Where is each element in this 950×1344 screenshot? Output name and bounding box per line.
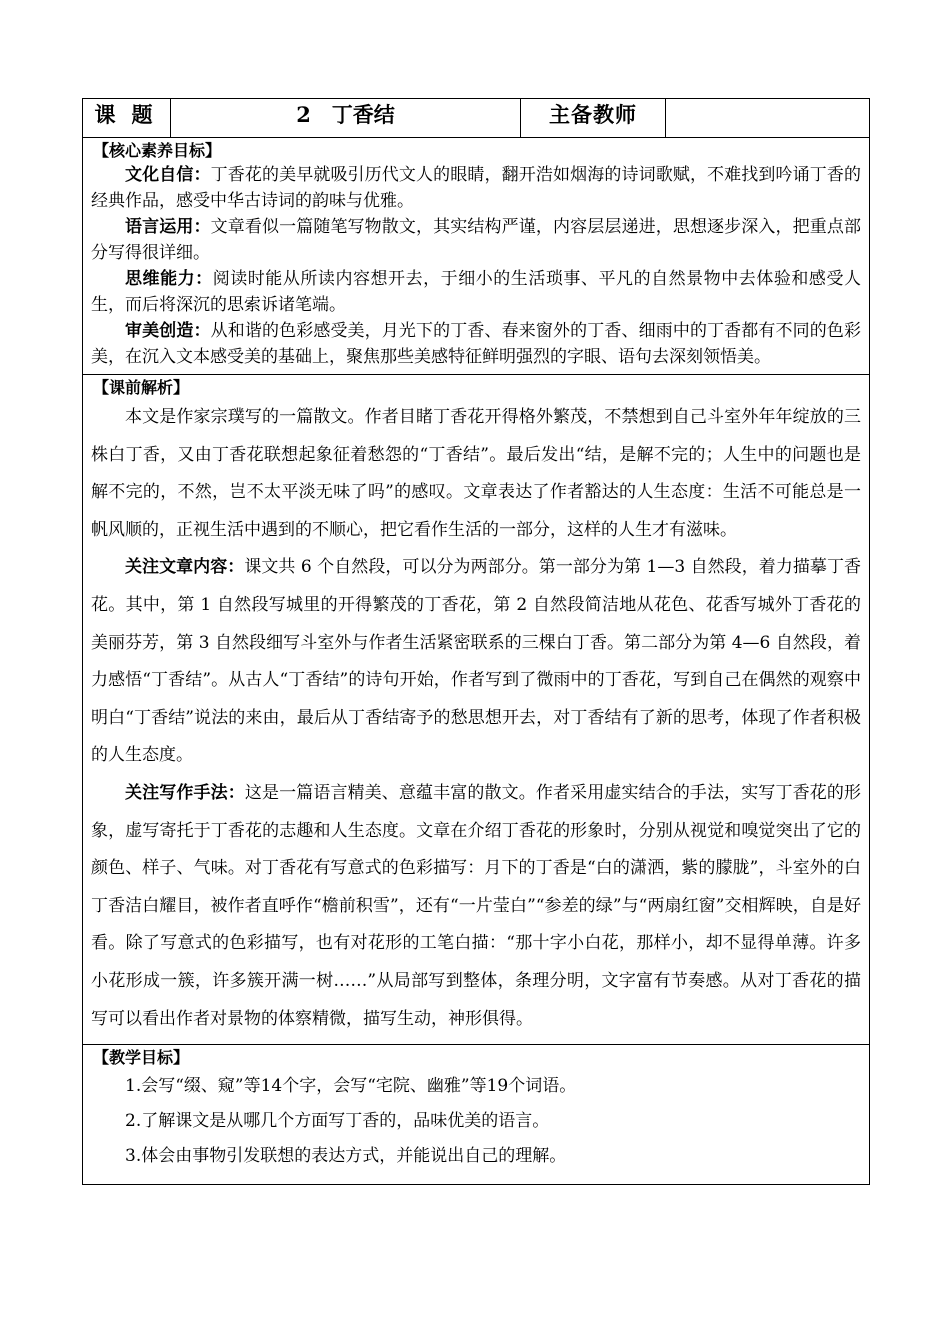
core-goal-text: 从和谐的色彩感受美，月光下的丁香、春来窗外的丁香、细雨中的丁香都有不同的色彩美，在沉入文本感受美的基础上，聚焦那些美感特征鲜明强烈的字眼、语句去深刻领悟美。 bbox=[91, 321, 862, 367]
teacher-label: 主备教师 bbox=[521, 99, 666, 138]
teaching-goal-item: 3.体会由事物引发联想的表达方式，并能说出自己的理解。 bbox=[125, 1146, 567, 1167]
core-goal-item bbox=[91, 318, 861, 370]
content-text: 课文共 6 个自然段，可以分为两部分。第一部分为第 1—3 自然段，着力描摹丁香花。其中，第 1 自然段写城里的开得繁茂的丁香花，第 2 自然段简洁地从花色、花香写城外丁香花的美丽芬芳，第 3 自然段细写斗室外与作者生活紧密联系的三棵白丁香。第二部分为第 4—6 自然段，着力感悟“丁香结”。从古人“丁香结”的诗句开始，作者写到了微雨中的丁香花，写到自己在偶然的观察中明白“丁香结”说法的来由，最后从丁香结寄予的愁思想开去，对丁香结有了新的思考，体现了作者积极的人生态度。 bbox=[91, 557, 862, 766]
content-label: 关注文章内容： bbox=[125, 557, 245, 578]
core-goals-heading: 【核心素养目标】 bbox=[93, 141, 222, 160]
analysis-content bbox=[91, 549, 861, 775]
teaching-goals-row bbox=[83, 1045, 870, 1185]
core-goal-text: 阅读时能从所读内容想开去，于细小的生活琐事、平凡的自然景物中去体验和感受人生，而后将深沉的思索诉诸笔端。 bbox=[91, 269, 862, 315]
core-goals-section bbox=[83, 138, 870, 375]
topic-label: 课题 bbox=[83, 99, 171, 138]
analysis-intro: 本文是作家宗璞写的一篇散文。作者目睹丁香花开得格外繁茂，不禁想到自己斗室外年年绽放的三株白丁香，又由丁香花联想起象征着愁怨的“丁香结”。最后发出“结，是解不完的；人生中的问题也是解不完的，不然，岂不太平淡无味了吗”的感叹。文章表达了作者豁达的人生态度：生活不可能总是一帆风顺的，正视生活中遇到的不顺心，把它看作生活的一部分，这样的人生才有滋味。 bbox=[91, 407, 861, 540]
teaching-goal-item: 1.会写“缀、窥”等14个字，会写“宅院、幽雅”等19个词语。 bbox=[125, 1076, 577, 1097]
core-goal-item bbox=[91, 162, 861, 214]
analysis-section bbox=[83, 375, 870, 1045]
core-goal-label: 文化自信： bbox=[125, 165, 211, 185]
analysis-heading: 【课前解析】 bbox=[93, 378, 190, 397]
teacher-value bbox=[666, 99, 870, 138]
method-text: 这是一篇语言精美、意蕴丰富的散文。作者采用虚实结合的手法，实写丁香花的形象，虚写寄托于丁香花的志趣和人生态度。文章在介绍丁香花的形象时，分别从视觉和嗅觉突出了它的颜色、样子、气味。对丁香花有写意式的色彩描写：月下的丁香是“白的潇洒，紫的朦胧”，斗室外的白丁香洁白耀目，被作者直呼作“檐前积雪”，还有“一片莹白”“参差的绿”与“两扇红窗”交相辉映，自是好看。除了写意式的色彩描写，也有对花形的工笔白描：“那十字小白花，那样小，却不显得单薄。许多小花形成一簇，许多簇开满一树……”从局部写到整体，条理分明，文字富有节奏感。从对丁香花的描写可以看出作者对景物的体察精微，描写生动，神形俱得。 bbox=[91, 782, 862, 1029]
core-goal-label: 思维能力： bbox=[125, 269, 213, 289]
core-goal-label: 语言运用： bbox=[125, 217, 211, 237]
core-goal-item bbox=[91, 266, 861, 318]
lesson-plan-table bbox=[82, 98, 870, 1185]
core-goal-item bbox=[91, 214, 861, 266]
teaching-goal-item: 2.了解课文是从哪几个方面写丁香的，品味优美的语言。 bbox=[125, 1111, 550, 1132]
lesson-plan-sheet bbox=[82, 98, 869, 1185]
core-goal-label: 审美创造： bbox=[125, 321, 211, 341]
core-goal-text: 文章看似一篇随笔写物散文，其实结构严谨，内容层层递进，思想逐步深入，把重点部分写得很详细。 bbox=[91, 217, 862, 263]
core-goal-text: 丁香花的美早就吸引历代文人的眼睛，翻开浩如烟海的诗词歌赋，不难找到吟诵丁香的经典作品，感受中华古诗词的韵味与优雅。 bbox=[91, 165, 862, 211]
teaching-goals-heading: 【教学目标】 bbox=[93, 1048, 190, 1068]
analysis-row bbox=[83, 375, 870, 1045]
header-row bbox=[83, 99, 870, 138]
analysis-method bbox=[91, 775, 861, 1038]
lesson-title: 2 丁香结 bbox=[171, 99, 521, 138]
method-label: 关注写作手法： bbox=[125, 782, 245, 803]
teaching-goals-section bbox=[83, 1045, 870, 1185]
core-goals-row bbox=[83, 138, 870, 375]
